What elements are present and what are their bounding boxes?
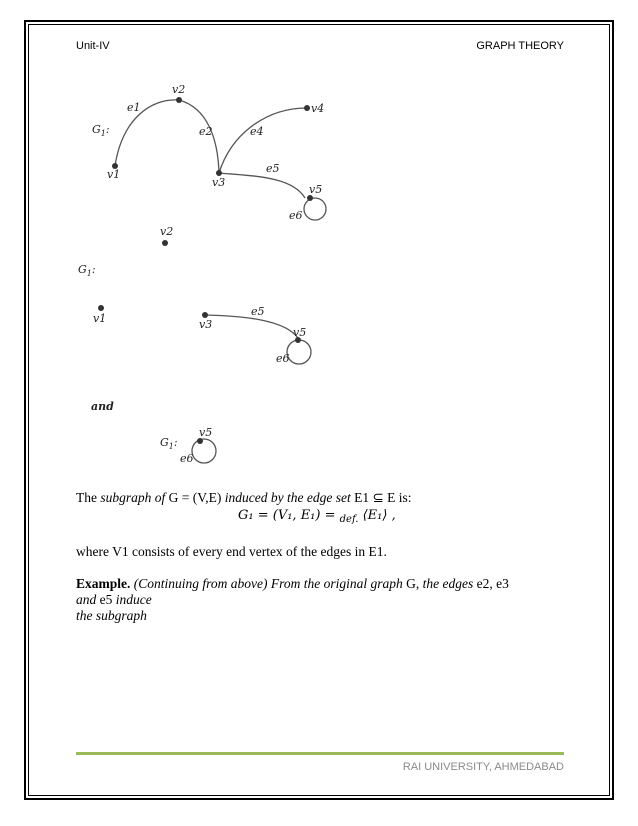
- vertex-v4: [304, 105, 310, 111]
- label-v1: v1: [107, 168, 121, 181]
- vertex-v2: [176, 97, 182, 103]
- header-unit: Unit-IV: [76, 40, 110, 52]
- vertex-v1-sub: [98, 305, 104, 311]
- label-v5: v5: [309, 183, 323, 196]
- edge-e1: [115, 100, 179, 166]
- loop-e6-only: [192, 439, 216, 463]
- loop-e6-sub: [287, 340, 311, 364]
- graph-label-only: $G_1$:: [160, 436, 178, 451]
- figure-original-graph: [115, 100, 326, 220]
- label-e6-sub: e6: [276, 352, 290, 365]
- label-v5-sub: v5: [293, 326, 307, 339]
- example-line-1: Example. (Continuing from above) From the original graph G, the edges e2, e3: [76, 576, 509, 591]
- footer-university: RAI UNIVERSITY, AHMEDABAD: [402, 761, 564, 773]
- graph-label: $G_1$:: [92, 123, 110, 138]
- label-v2-sub: v2: [160, 225, 174, 238]
- footer-rule: [76, 752, 564, 755]
- label-v5-only: v5: [199, 426, 213, 439]
- label-v1-sub: v1: [93, 312, 107, 325]
- label-e1: e1: [127, 101, 141, 114]
- example-line-3: the subgraph: [76, 608, 147, 623]
- graph-label-sub: $G_1$:: [78, 263, 96, 278]
- label-v3: v3: [212, 176, 226, 189]
- label-e2: e2: [199, 125, 213, 138]
- label-e6: e6: [289, 209, 303, 222]
- label-v2: v2: [172, 83, 186, 96]
- label-v4: v4: [311, 102, 325, 115]
- edge-e5-sub: [205, 315, 298, 338]
- vertex-v2-sub: [162, 240, 168, 246]
- label-e5-sub: e5: [251, 305, 265, 318]
- figure-loop-subgraph: [192, 439, 216, 463]
- edge-e4: [219, 108, 307, 173]
- label-and: and: [91, 400, 114, 413]
- loop-e6: [304, 198, 326, 220]
- label-e5: e5: [266, 162, 280, 175]
- label-e6-only: e6: [180, 452, 194, 465]
- vertex-set-line: where V1 consists of every end vertex of the edges in E1.: [76, 544, 387, 559]
- label-v3-sub: v3: [199, 318, 213, 331]
- header-title: GRAPH THEORY: [476, 40, 564, 52]
- edge-e5: [219, 173, 305, 198]
- label-e4: e4: [250, 125, 264, 138]
- induced-subgraph-formula: G₁ = (V₁, E₁) = $_{def.}$ ⟨E₁⟩ ,: [238, 508, 396, 525]
- example-line-2: and e5 induce: [76, 592, 152, 607]
- definition-line: The subgraph of G = (V,E) induced by the edge set E1 ⊆ E is:: [76, 490, 412, 505]
